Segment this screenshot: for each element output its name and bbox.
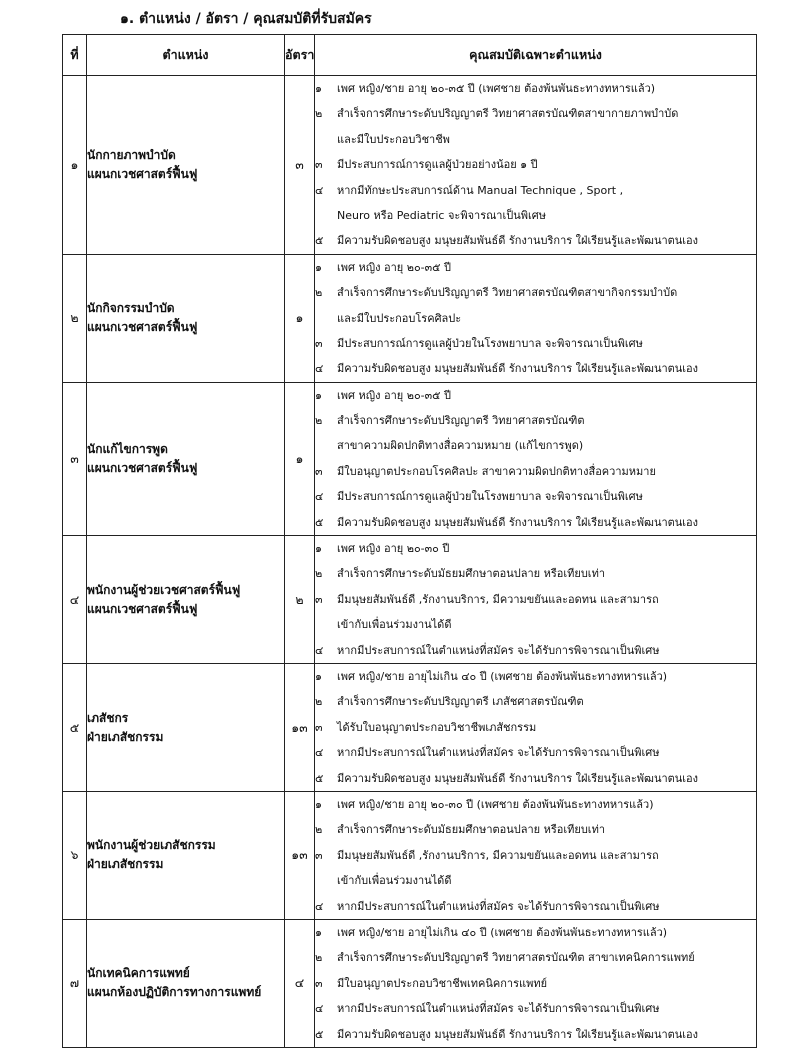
qualification-text: Neuro หรือ Pediatric จะพิจารณาเป็นพิเศษ <box>337 208 546 222</box>
row-number: ๖ <box>63 791 87 919</box>
table-row <box>63 919 757 1047</box>
table-row <box>63 382 757 535</box>
qualification-text: มีความรับผิดชอบสูง มนุษยสัมพันธ์ดี รักงานบริการ ใฝ่เรียนรู้และพัฒนาตนเอง <box>337 515 699 529</box>
row-number: ๓ <box>63 382 87 535</box>
qualification-number: ๒ <box>315 107 323 121</box>
qualification-line <box>315 766 756 791</box>
position-department: แผนกห้องปฏิบัติการทางการแพทย์ <box>87 985 262 1000</box>
qualification-line <box>315 587 756 612</box>
qualification-text: เข้ากับเพื่อนร่วมงานได้ดี <box>337 618 452 632</box>
position-cell <box>87 254 285 382</box>
qualification-text: สำเร็จการศึกษาระดับมัธยมศึกษาตอนปลาย หรือเทียบเท่า <box>337 567 605 581</box>
qualification-text: สำเร็จการศึกษาระดับปริญญาตรี วิทยาศาสตรบัณฑิต สาขาเทคนิคการแพทย์ <box>337 951 695 965</box>
row-number: ๕ <box>63 664 87 792</box>
rate-cell: ๑ <box>285 254 315 382</box>
qualification-number: ๕ <box>315 771 324 785</box>
qualification-text: มีประสบการณ์การดูแลผู้ป่วยในโรงพยาบาล จะพิจารณาเป็นพิเศษ <box>337 490 643 504</box>
qualification-text: มีความรับผิดชอบสูง มนุษยสัมพันธ์ดี รักงานบริการ ใฝ่เรียนรู้และพัฒนาตนเอง <box>337 234 699 248</box>
position-department: ฝ่ายเภสัชกรรม <box>87 857 164 872</box>
qualification-line <box>315 792 756 817</box>
qualification-number: ๓ <box>315 336 323 350</box>
qualification-line <box>315 638 756 663</box>
position-department: แผนกเวชศาสตร์ฟื้นฟู <box>87 320 198 335</box>
rate-cell: ๑ <box>285 382 315 535</box>
qualification-line <box>315 945 756 970</box>
qualification-text: หากมีทักษะประสบการณ์ด้าน Manual Technique , Sport , <box>337 183 624 197</box>
position-department: ฝ่ายเภสัชกรรม <box>87 729 164 744</box>
qualification-text: หากมีประสบการณ์ในตำแหน่งที่สมัคร จะได้รับการพิจารณาเป็นพิเศษ <box>337 746 660 760</box>
qualification-line <box>315 868 756 893</box>
qualification-text: เข้ากับเพื่อนร่วมงานได้ดี <box>337 874 452 888</box>
qualification-number: ๒ <box>315 951 323 965</box>
position-title: นักกิจกรรมบำบัด <box>87 301 175 316</box>
qualification-number: ๒ <box>315 286 323 300</box>
section-heading: ๑. ตำแหน่ง / อัตรา / คุณสมบัติที่รับสมัคร <box>120 11 372 27</box>
qualifications-cell <box>315 664 757 792</box>
qualification-line <box>315 203 756 228</box>
qualification-number: ๑ <box>315 798 322 811</box>
qualification-text: สำเร็จการศึกษาระดับปริญญาตรี วิทยาศาสตรบัณฑิต <box>337 414 585 428</box>
qualification-line <box>315 76 756 101</box>
qualifications-cell <box>315 536 757 664</box>
qualification-line <box>315 920 756 945</box>
qualification-number: ๓ <box>315 976 323 990</box>
qualification-text: มีประสบการณ์การดูแลผู้ป่วยอย่างน้อย ๑ ปี <box>337 158 538 172</box>
qualification-text: มีมนุษยสัมพันธ์ดี ,รักงานบริการ, มีความขยันและอดทน และสามารถ <box>337 848 659 862</box>
position-title: พนักงานผู้ช่วยเวชศาสตร์ฟื้นฟู <box>87 582 241 597</box>
qualification-number: ๑ <box>315 82 322 95</box>
qualification-number: ๑ <box>315 542 322 556</box>
position-cell <box>87 919 285 1047</box>
qualification-line <box>315 664 756 689</box>
position-cell <box>87 536 285 664</box>
qualification-text: สำเร็จการศึกษาระดับปริญญาตรี เภสัชศาสตรบัณฑิต <box>337 695 584 709</box>
qualification-line <box>315 459 756 484</box>
qualification-line <box>315 510 756 535</box>
qualification-number: ๒ <box>315 567 323 581</box>
qualification-number: ๔ <box>315 899 324 913</box>
table-row <box>63 254 757 382</box>
qualification-line <box>315 228 756 253</box>
qualification-line <box>315 843 756 868</box>
positions-table <box>62 34 757 1048</box>
row-number: ๒ <box>63 254 87 382</box>
qualifications-cell <box>315 382 757 535</box>
qualification-number: ๓ <box>315 720 323 734</box>
qualification-text: มีความรับผิดชอบสูง มนุษยสัมพันธ์ดี รักงานบริการ ใฝ่เรียนรู้และพัฒนาตนเอง <box>337 1027 699 1041</box>
qualification-number: ๒ <box>315 823 323 837</box>
qualification-text: มีใบอนุญาตประกอบโรคศิลปะ สาขาความผิดปกติทางสื่อความหมาย <box>337 464 656 478</box>
qualification-line <box>315 689 756 714</box>
qualification-text: มีใบอนุญาตประกอบวิชาชีพเทคนิคการแพทย์ <box>337 976 548 990</box>
qualification-line <box>315 484 756 509</box>
position-department: แผนกเวชศาสตร์ฟื้นฟู <box>87 460 198 475</box>
row-number: ๑ <box>63 76 87 255</box>
header-position: ตำแหน่ง <box>87 35 285 76</box>
rate-cell: ๑๓ <box>285 791 315 919</box>
qualification-number: ๑ <box>315 260 322 274</box>
qualification-text: มีประสบการณ์การดูแลผู้ป่วยในโรงพยาบาล จะพิจารณาเป็นพิเศษ <box>337 336 643 350</box>
qualification-line <box>315 152 756 177</box>
qualifications-cell <box>315 791 757 919</box>
qualification-line <box>315 433 756 458</box>
qualification-number: ๔ <box>315 183 324 197</box>
rate-cell: ๒ <box>285 536 315 664</box>
qualification-text: ได้รับใบอนุญาตประกอบวิชาชีพเภสัชกรรม <box>337 720 537 734</box>
qualifications-cell <box>315 919 757 1047</box>
rate-cell: ๑๓ <box>285 664 315 792</box>
qualification-text: เพศ หญิง/ชาย อายุไม่เกิน ๔๐ ปี (เพศชาย ต้องพ้นพันธะทางทหารแล้ว) <box>337 925 668 939</box>
qualification-line <box>315 383 756 408</box>
qualification-text: หากมีประสบการณ์ในตำแหน่งที่สมัคร จะได้รับการพิจารณาเป็นพิเศษ <box>337 899 660 913</box>
qualification-line <box>315 101 756 126</box>
position-department: แผนกเวชศาสตร์ฟื้นฟู <box>87 601 198 616</box>
qualification-text: มีมนุษยสัมพันธ์ดี ,รักงานบริการ, มีความขยันและอดทน และสามารถ <box>337 592 659 606</box>
qualification-number: ๓ <box>315 592 323 606</box>
qualification-text: เพศ หญิง อายุ ๒๐-๓๕ ปี <box>337 260 451 274</box>
position-title: พนักงานผู้ช่วยเภสัชกรรม <box>87 838 216 853</box>
rate-cell: ๔ <box>285 919 315 1047</box>
qualification-line <box>315 612 756 637</box>
header-no: ที่ <box>63 35 87 76</box>
position-cell <box>87 791 285 919</box>
qualification-line <box>315 536 756 561</box>
header-rate: อัตรา <box>285 35 315 76</box>
position-title: นักกายภาพบำบัด <box>87 147 176 162</box>
qualification-line <box>315 996 756 1021</box>
qualification-number: ๔ <box>315 1002 324 1016</box>
rate-cell: ๓ <box>285 76 315 255</box>
qualification-line <box>315 894 756 919</box>
qualification-text: สำเร็จการศึกษาระดับปริญญาตรี วิทยาศาสตรบัณฑิตสาขากิจกรรมบำบัด <box>337 286 678 300</box>
table-row <box>63 664 757 792</box>
table-header-row <box>63 35 757 76</box>
position-cell <box>87 664 285 792</box>
qualification-line <box>315 715 756 740</box>
qualification-line <box>315 127 756 152</box>
qualification-line <box>315 306 756 331</box>
qualification-line <box>315 356 756 381</box>
qualification-line <box>315 561 756 586</box>
row-number: ๗ <box>63 919 87 1047</box>
qualification-number: ๕ <box>315 234 324 248</box>
position-title: เภสัชกร <box>87 710 129 725</box>
table-body <box>63 76 757 1048</box>
qualification-number: ๔ <box>315 362 324 376</box>
qualification-line <box>315 408 756 433</box>
position-title: นักแก้ไขการพูด <box>87 441 168 456</box>
qualification-text: เพศ หญิง/ชาย อายุไม่เกิน ๔๐ ปี (เพศชาย ต้องพ้นพันธะทางทหารแล้ว) <box>337 670 668 684</box>
qualification-number: ๓ <box>315 158 323 172</box>
qualification-number: ๕ <box>315 515 324 529</box>
qualification-line <box>315 817 756 842</box>
qualification-text: หากมีประสบการณ์ในตำแหน่งที่สมัคร จะได้รับการพิจารณาเป็นพิเศษ <box>337 1002 660 1016</box>
qualification-text: เพศ หญิง อายุ ๒๐-๓๕ ปี <box>337 388 451 402</box>
qualifications-cell <box>315 76 757 255</box>
qualification-text: สาขาความผิดปกติทางสื่อความหมาย (แก้ไขการพูด) <box>337 439 584 453</box>
qualification-line <box>315 740 756 765</box>
header-qualifications: คุณสมบัติเฉพาะตำแหน่ง <box>315 35 757 76</box>
qualification-line <box>315 178 756 203</box>
row-number: ๔ <box>63 536 87 664</box>
qualification-text: หากมีประสบการณ์ในตำแหน่งที่สมัคร จะได้รับการพิจารณาเป็นพิเศษ <box>337 643 660 657</box>
position-cell <box>87 76 285 255</box>
position-title: นักเทคนิคการแพทย์ <box>87 966 190 981</box>
qualification-text: และมีใบประกอบโรคศิลปะ <box>337 311 462 325</box>
position-department: แผนกเวชศาสตร์ฟื้นฟู <box>87 166 198 181</box>
qualification-number: ๓ <box>315 464 323 478</box>
qualification-number: ๕ <box>315 1027 324 1041</box>
position-cell <box>87 382 285 535</box>
qualification-number: ๔ <box>315 643 324 657</box>
qualification-number: ๒ <box>315 695 323 709</box>
table-row <box>63 536 757 664</box>
qualification-text: และมีใบประกอบวิชาชีพ <box>337 132 450 146</box>
qualification-text: มีความรับผิดชอบสูง มนุษยสัมพันธ์ดี รักงานบริการ ใฝ่เรียนรู้และพัฒนาตนเอง <box>337 362 699 376</box>
qualification-text: เพศ หญิง/ชาย อายุ ๒๐-๓๕ ปี (เพศชาย ต้องพ้นพันธะทางทหารแล้ว) <box>337 82 656 95</box>
qualification-number: ๓ <box>315 848 323 862</box>
qualification-text: เพศ หญิง อายุ ๒๐-๓๐ ปี <box>337 542 450 556</box>
qualification-number: ๔ <box>315 746 324 760</box>
qualification-number: ๑ <box>315 388 322 402</box>
qualification-line <box>315 255 756 280</box>
table-row <box>63 791 757 919</box>
qualification-text: สำเร็จการศึกษาระดับปริญญาตรี วิทยาศาสตรบัณฑิตสาขากายภาพบำบัด <box>337 107 679 121</box>
table-row <box>63 76 757 255</box>
qualification-number: ๔ <box>315 490 324 504</box>
qualification-number: ๑ <box>315 670 322 684</box>
qualification-line <box>315 1022 756 1047</box>
qualification-text: สำเร็จการศึกษาระดับมัธยมศึกษาตอนปลาย หรือเทียบเท่า <box>337 823 605 837</box>
qualification-line <box>315 971 756 996</box>
qualification-line <box>315 331 756 356</box>
qualification-number: ๑ <box>315 925 322 939</box>
qualifications-cell <box>315 254 757 382</box>
qualification-number: ๒ <box>315 414 323 428</box>
qualification-line <box>315 280 756 305</box>
qualification-text: เพศ หญิง/ชาย อายุ ๒๐-๓๐ ปี (เพศชาย ต้องพ้นพันธะทางทหารแล้ว) <box>337 798 654 811</box>
qualification-text: มีความรับผิดชอบสูง มนุษยสัมพันธ์ดี รักงานบริการ ใฝ่เรียนรู้และพัฒนาตนเอง <box>337 771 699 785</box>
